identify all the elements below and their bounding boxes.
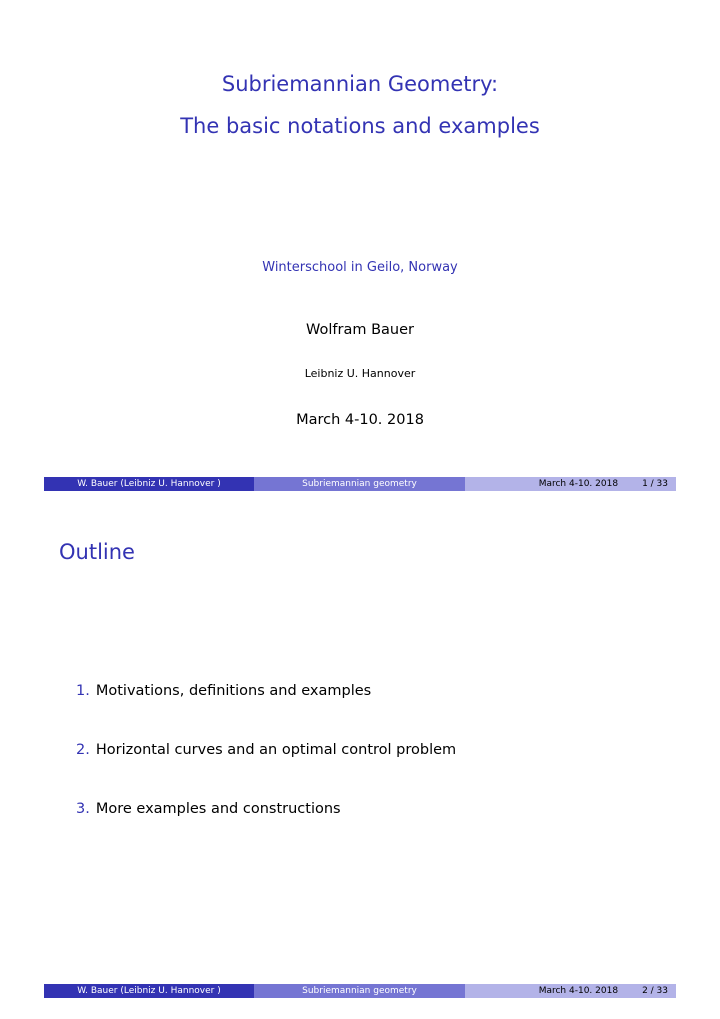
presentation-title-line1: Subriemannian Geometry: — [221, 72, 499, 96]
footer-date: March 4-10. 2018 — [538, 479, 619, 489]
outline-item-number: 3. — [76, 801, 90, 817]
slide-footer — [44, 984, 676, 998]
footer-page-number: 1 / 33 — [642, 479, 668, 489]
footer-date: March 4-10. 2018 — [538, 986, 619, 996]
footer-info — [465, 984, 676, 998]
author-name: Wolfram Bauer — [306, 322, 414, 338]
outline-item[interactable] — [76, 801, 341, 817]
event-subtitle: Winterschool in Geilo, Norway — [262, 260, 458, 275]
author-institute: Leibniz U. Hannover — [304, 367, 416, 380]
outline-item-text: Motivations, definitions and examples — [95, 683, 372, 699]
footer-info — [465, 477, 676, 491]
footer-author: W. Bauer (Leibniz U. Hannover ) — [44, 477, 254, 491]
footer-title: Subriemannian geometry — [254, 984, 465, 998]
outline-item-text: Horizontal curves and an optimal control problem — [95, 742, 457, 758]
footer-author: W. Bauer (Leibniz U. Hannover ) — [44, 984, 254, 998]
footer-title: Subriemannian geometry — [254, 477, 465, 491]
outline-item[interactable] — [76, 683, 371, 699]
footer-page-number: 2 / 33 — [642, 986, 668, 996]
presentation-title-line2: The basic notations and examples — [180, 114, 540, 138]
outline-item-text: More examples and constructions — [95, 801, 341, 817]
outline-item-number: 1. — [76, 683, 90, 699]
title-slide — [44, 0, 676, 492]
presentation-date: March 4-10. 2018 — [296, 412, 424, 428]
slide-footer — [44, 477, 676, 491]
outline-slide — [44, 510, 676, 999]
outline-item[interactable] — [76, 742, 456, 758]
outline-item-number: 2. — [76, 742, 90, 758]
frame-title: Outline — [59, 540, 135, 564]
